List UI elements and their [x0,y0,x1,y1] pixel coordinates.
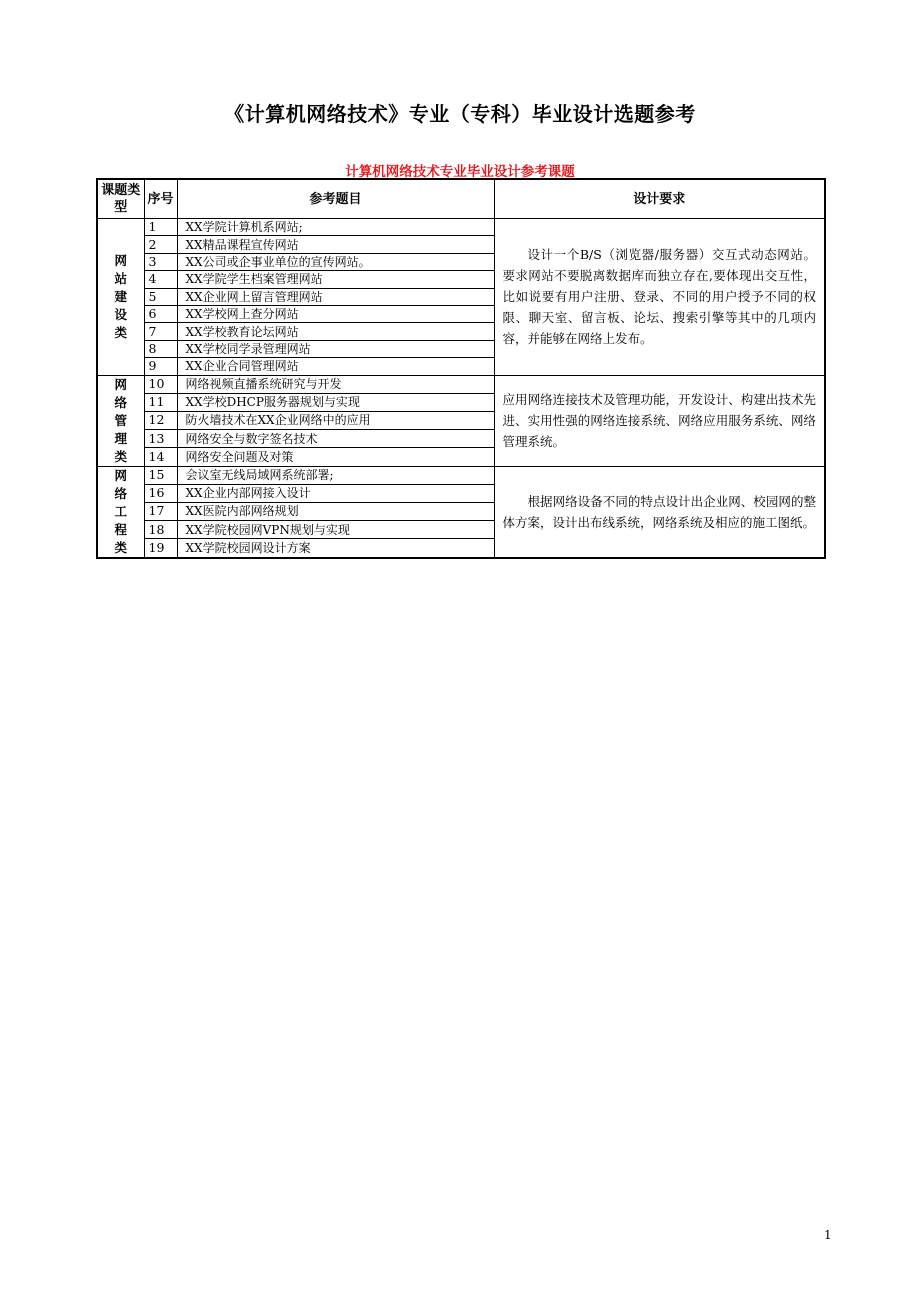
number-cell: 13 [144,430,177,448]
number-cell: 1 [144,219,177,236]
table-row [97,466,825,484]
topic-cell: 网络视频直播系统研究与开发 [177,375,494,393]
topic-cell: 网络安全与数字签名技术 [177,430,494,448]
topic-cell: 网络安全问题及对策 [177,448,494,466]
category-label: 网络管理类 [114,376,128,464]
topics-table [96,178,826,559]
header-row [97,179,825,219]
topic-cell: XX学院校园网设计方案 [177,539,494,558]
topic-cell: XX学院校园网VPN规划与实现 [177,521,494,539]
topic-cell: XX学院学生档案管理网站 [177,271,494,288]
number-cell: 18 [144,521,177,539]
requirement-text: 设计一个B/S（浏览器/服务器）交互式动态网站。要求网站不要脱离数据库而独立存在,要体现出交互性，比如说要有用户注册、登录、不同的用户授予不同的权限、聊天室、留言板、论坛、搜索引擎等其中的几项内容，并能够在网络上发布。 [502,247,816,347]
number-cell: 8 [144,340,177,357]
topic-cell: XX企业合同管理网站 [177,358,494,375]
requirement-cell [494,466,825,558]
requirement-text: 应用网络连接技术及管理功能，开发设计、构建出技术先进、实用性强的网络连接系统、网络应用服务系统、网络管理系统。 [502,392,816,450]
number-cell: 17 [144,502,177,520]
header-number: 序号 [144,179,177,219]
topic-cell: XX学校DHCP服务器规划与实现 [177,393,494,411]
number-cell: 7 [144,323,177,340]
category-label: 网站建设类 [114,252,128,340]
topic-cell: 会议室无线局域网系统部署; [177,466,494,484]
topic-cell: XX企业内部网接入设计 [177,484,494,502]
number-cell: 16 [144,484,177,502]
topic-cell: XX学校教育论坛网站 [177,323,494,340]
header-requirement: 设计要求 [494,179,825,219]
number-cell: 11 [144,393,177,411]
number-cell: 3 [144,253,177,270]
number-cell: 19 [144,539,177,558]
topic-cell: 防火墙技术在XX企业网络中的应用 [177,411,494,429]
topics-body [97,219,825,558]
number-cell: 10 [144,375,177,393]
table-row [97,375,825,393]
number-cell: 15 [144,466,177,484]
number-cell: 4 [144,271,177,288]
topic-cell: XX医院内部网络规划 [177,502,494,520]
topic-cell: XX学校网上查分网站 [177,305,494,322]
requirement-cell [494,219,825,376]
category-cell [97,466,144,558]
header-topic: 参考题目 [177,179,494,219]
table-row [97,219,825,236]
page-title: 《计算机网络技术》专业（专科）毕业设计选题参考 [224,102,696,126]
topic-cell: XX企业网上留言管理网站 [177,288,494,305]
topic-cell: XX公司或企事业单位的宣传网站。 [177,253,494,270]
topic-cell: XX精品课程宣传网站 [177,236,494,253]
number-cell: 9 [144,358,177,375]
header-category: 课题类型 [97,179,144,219]
requirement-cell [494,375,825,466]
category-cell [97,375,144,466]
topic-cell: XX学院计算机系网站; [177,219,494,236]
topic-cell: XX学校同学录管理网站 [177,340,494,357]
category-cell [97,219,144,376]
number-cell: 6 [144,305,177,322]
number-cell: 5 [144,288,177,305]
table-caption: 计算机网络技术专业毕业设计参考课题 [345,164,575,180]
number-cell: 14 [144,448,177,466]
requirement-text: 根据网络设备不同的特点设计出企业网、校园网的整体方案，设计出布线系统，网络系统及相应的施工图纸。 [502,493,816,530]
number-cell: 12 [144,411,177,429]
number-cell: 2 [144,236,177,253]
category-label: 网络工程类 [114,467,128,555]
page-number: 1 [824,1228,832,1242]
